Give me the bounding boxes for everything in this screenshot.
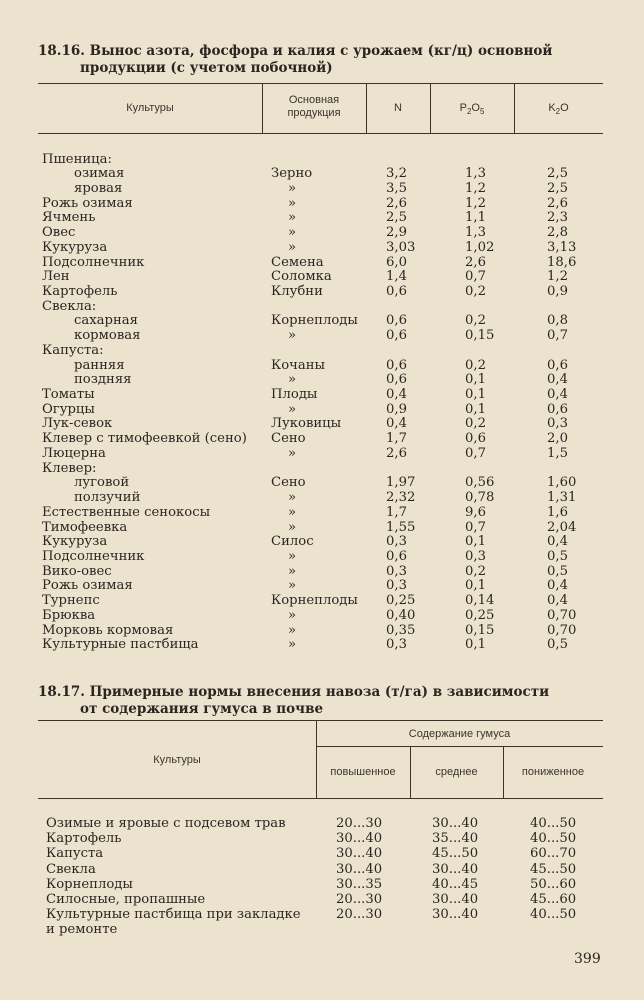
crop-cell: Рожь озимая (42, 578, 133, 594)
table1-row (0, 226, 644, 241)
table1-caption (38, 43, 598, 77)
n-cell: 0,25 (386, 593, 416, 609)
crop-cell: Картофель (42, 283, 118, 299)
p2o5-cell: 2,6 (465, 254, 486, 270)
table1-row (0, 285, 644, 300)
k2o-cell: 0,9 (547, 283, 568, 299)
p2o5-cell: 1,1 (465, 210, 486, 226)
crop-cell: Картофель (46, 831, 122, 847)
crop-cell: Корнеплоды (46, 876, 133, 892)
table2-top-rule (38, 720, 603, 721)
table1-row (0, 579, 644, 594)
n-cell: 0,6 (386, 372, 407, 388)
low-humus-cell: 40...50 (530, 831, 577, 847)
table1-row (0, 506, 644, 521)
n-cell: 0,3 (386, 534, 407, 550)
product-cell: Корнеплоды (271, 593, 358, 609)
product-cell: » (288, 372, 297, 388)
product-cell: Сено (271, 475, 306, 491)
medium-humus-cell: 45...50 (432, 846, 479, 862)
n-cell: 0,3 (386, 563, 407, 579)
table2-row (0, 863, 644, 878)
high-humus-cell: 30...40 (336, 831, 383, 847)
low-humus-cell: 50...60 (530, 876, 577, 892)
table2-caption-line1: 18.17. Примерные нормы внесения навоза (т/га) в зависимости (38, 684, 550, 700)
n-cell: 2,6 (386, 445, 407, 461)
p2o5-cell: 0,7 (465, 269, 486, 285)
n-cell: 1,7 (386, 431, 407, 447)
crop-cell: и ремонте (46, 922, 118, 938)
p2o5-cell: 1,2 (465, 180, 486, 196)
product-cell: Сено (271, 431, 306, 447)
p2o5-cell: 0,14 (465, 593, 495, 609)
p2o5-cell: 1,2 (465, 195, 486, 211)
table2-caption-line2: от содержания гумуса в почве (80, 701, 324, 717)
k2o-cell: 0,6 (547, 401, 568, 417)
table1-row (0, 359, 644, 374)
product-cell: » (288, 490, 297, 506)
table1-header-rule (38, 133, 603, 134)
crop-cell: Свекла (46, 861, 96, 877)
k2o-cell: 3,13 (547, 239, 577, 255)
high-humus-cell: 30...40 (336, 846, 383, 862)
high-humus-cell: 30...35 (336, 876, 383, 892)
product-cell: » (288, 548, 297, 564)
low-humus-cell: 45...60 (530, 892, 577, 907)
product-cell: Соломка (271, 269, 332, 285)
n-cell: 0,4 (386, 416, 407, 432)
crop-cell: озимая (74, 166, 125, 182)
n-cell: 2,6 (386, 195, 407, 211)
table1-row (0, 535, 644, 550)
high-humus-cell: 20...30 (336, 816, 383, 831)
k2o-k: K (548, 102, 556, 114)
p2o5-cell: 0,3 (465, 548, 486, 564)
n-cell: 3,2 (386, 166, 407, 182)
n-cell: 0,6 (386, 313, 407, 329)
table1-row (0, 565, 644, 580)
page-number: 399 (574, 951, 601, 967)
table2-caption (38, 684, 598, 718)
medium-humus-cell: 30...40 (432, 861, 479, 877)
table2-header-rule (38, 798, 603, 799)
medium-humus-cell: 30...40 (432, 907, 479, 923)
table1-row (0, 447, 644, 462)
p2o5-cell: 0,15 (465, 622, 495, 638)
crop-cell: Клевер с тимофеевкой (сено) (42, 431, 247, 447)
k2o-cell: 0,4 (547, 387, 568, 403)
medium-humus-cell: 40...45 (432, 876, 479, 892)
p2o5-cell: 0,15 (465, 328, 495, 344)
table1-header-product-line2: продукция (287, 107, 341, 119)
table1-row (0, 594, 644, 609)
table1-row (0, 314, 644, 329)
crop-cell: ползучий (74, 490, 141, 506)
p2o5-sub1: 2 (466, 107, 472, 117)
crop-cell: Силосные, пропашные (46, 892, 206, 907)
table2-header-medium: среднее (435, 766, 478, 778)
n-cell: 0,6 (386, 328, 407, 344)
table1-row (0, 417, 644, 432)
crop-cell: Томаты (42, 387, 95, 403)
crop-cell: Пшеница: (42, 151, 112, 167)
k2o-cell: 1,6 (547, 504, 568, 520)
p2o5-cell: 0,2 (465, 313, 486, 329)
p2o5-cell: 0,7 (465, 445, 486, 461)
table1-row (0, 182, 644, 197)
table2-subheader-rule (316, 746, 603, 747)
crop-cell: Турнепс (42, 593, 100, 609)
crop-cell: Подсолнечник (42, 254, 145, 270)
p2o5-cell: 1,3 (465, 166, 486, 182)
p2o5-sub2: 5 (479, 107, 485, 117)
product-cell: Корнеплоды (271, 313, 358, 329)
crop-cell: Клевер: (42, 460, 97, 476)
table1-row (0, 462, 644, 477)
p2o5-cell: 0,78 (465, 490, 495, 506)
n-cell: 0,6 (386, 548, 407, 564)
product-cell: Клубни (271, 283, 323, 299)
high-humus-cell: 20...30 (336, 907, 383, 923)
k2o-cell: 0,5 (547, 563, 568, 579)
crop-cell: Тимофеевка (42, 519, 128, 535)
crop-cell: Культурные пастбища при закладке (46, 907, 301, 923)
medium-humus-cell: 35...40 (432, 831, 479, 847)
crop-cell: Рожь озимая (42, 195, 133, 211)
crop-cell: Капуста: (42, 342, 104, 358)
n-cell: 2,32 (386, 490, 416, 506)
k2o-cell: 0,4 (547, 593, 568, 609)
n-cell: 0,6 (386, 357, 407, 373)
k2o-cell: 0,3 (547, 416, 568, 432)
k2o-cell: 2,3 (547, 210, 568, 226)
p2o5-cell: 0,2 (465, 563, 486, 579)
product-cell: Семена (271, 254, 324, 270)
table1-top-rule (38, 83, 603, 84)
n-cell: 3,5 (386, 180, 407, 196)
p2o5-cell: 1,02 (465, 239, 495, 255)
table1-row (0, 491, 644, 506)
table1-header-p2o5 (430, 102, 514, 116)
k2o-cell: 0,7 (547, 328, 568, 344)
k2o-cell: 1,2 (547, 269, 568, 285)
p2o5-cell: 0,7 (465, 519, 486, 535)
table1-header-product (262, 94, 366, 120)
high-humus-cell: 20...30 (336, 892, 383, 907)
k2o-cell: 18,6 (547, 254, 577, 270)
table1-row (0, 167, 644, 182)
crop-cell: Лук-севок (42, 416, 113, 432)
table2-header-low: пониженное (521, 766, 585, 778)
crop-cell: Морковь кормовая (42, 622, 174, 638)
n-cell: 1,55 (386, 519, 416, 535)
table1-header-crop: Культуры (126, 102, 174, 114)
table2-header-crop: Культуры (153, 754, 201, 766)
n-cell: 0,9 (386, 401, 407, 417)
n-cell: 0,6 (386, 283, 407, 299)
low-humus-cell: 40...50 (530, 907, 577, 923)
low-humus-cell: 60...70 (530, 846, 577, 862)
p2o5-cell: 0,2 (465, 357, 486, 373)
k2o-cell: 0,8 (547, 313, 568, 329)
table2-header-humus: Содержание гумуса (408, 728, 511, 740)
crop-cell: Овес (42, 225, 76, 241)
table1-row (0, 256, 644, 271)
n-cell: 1,97 (386, 475, 416, 491)
n-cell: 0,3 (386, 578, 407, 594)
product-cell: » (288, 401, 297, 417)
crop-cell: Свекла: (42, 298, 97, 314)
table2-row (0, 893, 644, 908)
k2o-cell: 2,0 (547, 431, 568, 447)
table1-caption-line1: 18.16. Вынос азота, фосфора и калия с урожаем (кг/ц) основной (38, 43, 553, 59)
table1-row (0, 211, 644, 226)
table1-header-k2o (514, 102, 603, 116)
k2o-cell: 1,31 (547, 490, 577, 506)
table1-row (0, 521, 644, 536)
n-cell: 6,0 (386, 254, 407, 270)
product-cell: » (288, 622, 297, 638)
table1-row (0, 476, 644, 491)
table1-header-n: N (394, 102, 402, 114)
k2o-cell: 0,5 (547, 548, 568, 564)
crop-cell: ранняя (74, 357, 125, 373)
product-cell: Силос (271, 534, 314, 550)
n-cell: 0,40 (386, 607, 416, 623)
product-cell: » (288, 180, 297, 196)
crop-cell: Кукуруза (42, 534, 108, 550)
k2o-cell: 0,5 (547, 637, 568, 653)
table2-header-high: повышенное (330, 766, 396, 778)
k2o-cell: 1,60 (547, 475, 577, 491)
low-humus-cell: 45...50 (530, 861, 577, 877)
crop-cell: кормовая (74, 328, 141, 344)
product-cell: Плоды (271, 387, 318, 403)
product-cell: » (288, 195, 297, 211)
medium-humus-cell: 30...40 (432, 816, 479, 831)
table1-row (0, 432, 644, 447)
n-cell: 1,7 (386, 504, 407, 520)
product-cell: » (288, 504, 297, 520)
crop-cell: Подсолнечник (42, 548, 145, 564)
product-cell: Зерно (271, 166, 313, 182)
table1-caption-line2: продукции (с учетом побочной) (80, 60, 333, 76)
table1-row (0, 624, 644, 639)
n-cell: 2,5 (386, 210, 407, 226)
p2o5-cell: 9,6 (465, 504, 486, 520)
product-cell: Луковицы (271, 416, 342, 432)
k2o-cell: 0,6 (547, 357, 568, 373)
product-cell: » (288, 519, 297, 535)
crop-cell: Капуста (46, 846, 104, 862)
k2o-cell: 2,8 (547, 225, 568, 241)
table1-row (0, 197, 644, 212)
crop-cell: Люцерна (42, 445, 106, 461)
table1-row (0, 329, 644, 344)
crop-cell: Естественные сенокосы (42, 504, 211, 520)
product-cell: » (288, 637, 297, 653)
table2-row (0, 817, 644, 832)
product-cell: » (288, 578, 297, 594)
crop-cell: Культурные пастбища (42, 637, 199, 653)
product-cell: » (288, 239, 297, 255)
p2o5-cell: 0,6 (465, 431, 486, 447)
n-cell: 2,9 (386, 225, 407, 241)
product-cell: » (288, 210, 297, 226)
k2o-o: O (560, 102, 569, 114)
p2o5-cell: 0,2 (465, 416, 486, 432)
table1-row (0, 373, 644, 388)
table1-row (0, 388, 644, 403)
crop-cell: Озимые и яровые с подсевом трав (46, 816, 286, 831)
table1-header-product-line1: Основная (288, 94, 340, 106)
table2-row (0, 923, 644, 938)
low-humus-cell: 40...50 (530, 816, 577, 831)
table2-row (0, 832, 644, 847)
p2o5-cell: 0,1 (465, 578, 486, 594)
k2o-cell: 2,5 (547, 180, 568, 196)
p2o5-cell: 0,1 (465, 637, 486, 653)
k2o-cell: 2,6 (547, 195, 568, 211)
k2o-cell: 0,70 (547, 622, 577, 638)
k2o-sub: 2 (555, 107, 561, 117)
table2-row (0, 878, 644, 893)
table1-row (0, 609, 644, 624)
product-cell: » (288, 563, 297, 579)
crop-cell: Вико-овес (42, 563, 112, 579)
product-cell: » (288, 445, 297, 461)
p2o5-o: O (471, 102, 480, 114)
crop-cell: Огурцы (42, 401, 95, 417)
crop-cell: Брюква (42, 607, 96, 623)
table1-row (0, 403, 644, 418)
n-cell: 0,35 (386, 622, 416, 638)
crop-cell: сахарная (74, 313, 138, 329)
table1-row (0, 344, 644, 359)
high-humus-cell: 30...40 (336, 861, 383, 877)
k2o-cell: 2,04 (547, 519, 577, 535)
table1-row (0, 270, 644, 285)
crop-cell: Кукуруза (42, 239, 108, 255)
medium-humus-cell: 30...40 (432, 892, 479, 907)
product-cell: » (288, 607, 297, 623)
n-cell: 1,4 (386, 269, 407, 285)
table2-row (0, 847, 644, 862)
k2o-cell: 0,70 (547, 607, 577, 623)
table1-row (0, 241, 644, 256)
p2o5-cell: 0,1 (465, 534, 486, 550)
crop-cell: Лен (42, 269, 70, 285)
n-cell: 0,4 (386, 387, 407, 403)
p2o5-cell: 0,2 (465, 283, 486, 299)
table1-row (0, 550, 644, 565)
crop-cell: яровая (74, 180, 123, 196)
p2o5-cell: 0,25 (465, 607, 495, 623)
table1-row (0, 638, 644, 653)
k2o-cell: 0,4 (547, 372, 568, 388)
p2o5-cell: 0,1 (465, 401, 486, 417)
crop-cell: Ячмень (42, 210, 96, 226)
p2o5-p: P (459, 102, 467, 114)
k2o-cell: 0,4 (547, 578, 568, 594)
table2-row (0, 908, 644, 923)
product-cell: » (288, 328, 297, 344)
p2o5-cell: 1,3 (465, 225, 486, 241)
n-cell: 3,03 (386, 239, 416, 255)
p2o5-cell: 0,56 (465, 475, 495, 491)
p2o5-cell: 0,1 (465, 372, 486, 388)
crop-cell: луговой (74, 475, 130, 491)
table1-row (0, 300, 644, 315)
p2o5-cell: 0,1 (465, 387, 486, 403)
crop-cell: поздняя (74, 372, 132, 388)
k2o-cell: 0,4 (547, 534, 568, 550)
product-cell: Кочаны (271, 357, 326, 373)
k2o-cell: 1,5 (547, 445, 568, 461)
k2o-cell: 2,5 (547, 166, 568, 182)
n-cell: 0,3 (386, 637, 407, 653)
product-cell: » (288, 225, 297, 241)
table1-row (0, 153, 644, 168)
